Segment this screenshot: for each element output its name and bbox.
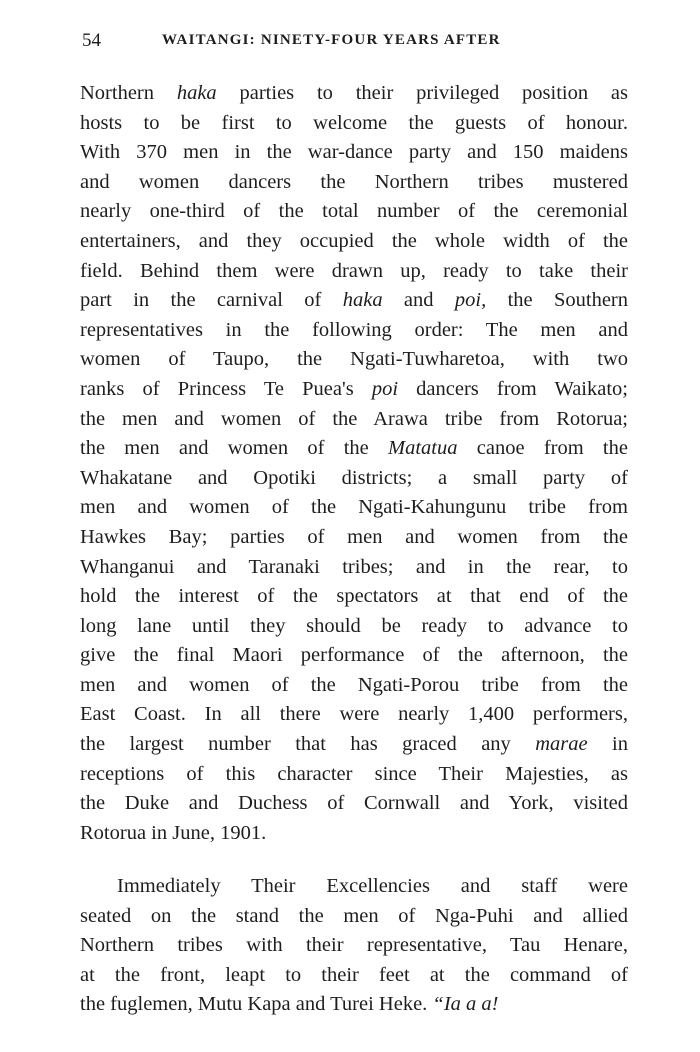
text-run: Northern tribes with their representative, Tau Henare, — [80, 934, 628, 957]
text-line — [80, 931, 628, 961]
italic-text: Matatua — [388, 437, 458, 460]
page-number: 54 — [82, 30, 101, 51]
text-run: the largest number that has graced any — [80, 733, 536, 756]
text-run: receptions of this character since Their Majesties, as — [80, 762, 628, 785]
text-run: and — [382, 289, 455, 312]
text-line — [80, 902, 628, 932]
text-line — [80, 138, 628, 168]
text-line — [80, 819, 628, 849]
text-run: and women dancers the Northern tribes mustered — [80, 170, 628, 193]
text-run: give the final Maori performance of the afternoon, the — [80, 644, 628, 667]
text-run: hold the interest of the spectators at that end of the — [80, 585, 628, 608]
text-line — [80, 197, 628, 227]
text-line — [80, 227, 628, 257]
text-line — [80, 109, 628, 139]
text-run: canoe from the — [457, 437, 628, 460]
text-run: the Southern — [486, 289, 628, 312]
text-line — [80, 612, 628, 642]
text-line — [80, 671, 628, 701]
text-run: long lane until they should be ready to advance to — [80, 614, 628, 637]
running-title: WAITANGI: NINETY-FOUR YEARS AFTER — [162, 32, 501, 48]
text-run: nearly one-third of the total number of the ceremonial — [80, 200, 628, 223]
text-run: in — [587, 733, 628, 756]
text-line — [80, 286, 628, 316]
italic-text: poi — [371, 377, 399, 400]
text-run: hosts to be first to welcome the guests of honour. — [80, 111, 628, 134]
text-run: entertainers, and they occupied the whole width of the — [80, 229, 628, 252]
text-run: Rotorua in June, 1901. — [80, 821, 267, 844]
text-run: Whanganui and Taranaki tribes; and in the rear, to — [80, 555, 628, 578]
text-run: Hawkes Bay; parties of men and women from the — [80, 525, 628, 548]
text-run: ranks of Princess Te Puea's — [80, 377, 372, 400]
text-run: field. Behind them were drawn up, ready to take their — [80, 259, 628, 282]
text-run: representatives in the following order: The men and — [80, 318, 628, 341]
text-line — [80, 493, 628, 523]
text-run: the Duke and Duchess of Cornwall and York, visited — [80, 792, 628, 815]
text-line — [80, 760, 628, 790]
text-run: part in the carnival of — [80, 289, 343, 312]
text-line — [80, 700, 628, 730]
text-run: dancers from Waikato; — [398, 377, 628, 400]
text-run: the men and women of the Arawa tribe from Rotorua; — [80, 407, 628, 430]
text-run: women of Taupo, the Ngati-Tuwharetoa, with two — [80, 348, 628, 371]
text-line — [80, 789, 628, 819]
text-run: East Coast. In all there were nearly 1,400 performers, — [80, 703, 628, 726]
text-run: men and women of the Ngati-Porou tribe from the — [80, 673, 628, 696]
text-run: the fuglemen, Mutu Kapa and Turei Heke. — [80, 993, 433, 1016]
text-run: Whakatane and Opotiki districts; a small party of — [80, 466, 628, 489]
text-line — [80, 582, 628, 612]
text-line — [80, 405, 628, 435]
italic-text: “Ia a a! — [432, 993, 499, 1016]
text-line — [80, 641, 628, 671]
text-line — [80, 345, 628, 375]
text-run: With 370 men in the war-dance party and 150 maidens — [80, 141, 628, 164]
text-run: parties to their privileged position as — [216, 82, 628, 104]
text-run: seated on the stand the men of Nga-Puhi and allied — [80, 904, 628, 927]
italic-text: haka — [176, 82, 217, 104]
page-header — [82, 30, 628, 58]
text-line — [80, 730, 628, 760]
text-line — [80, 168, 628, 198]
text-line — [80, 961, 628, 991]
text-run: the men and women of the — [80, 437, 389, 460]
text-line — [80, 553, 628, 583]
text-line — [80, 872, 628, 902]
text-line — [80, 434, 628, 464]
text-run: Immediately Their Excellencies and staff were — [117, 875, 628, 897]
text-line — [80, 990, 628, 1020]
text-run: at the front, leapt to their feet at the command of — [80, 963, 628, 986]
text-line — [80, 79, 628, 109]
italic-text: poi, — [454, 289, 487, 312]
italic-text: haka — [342, 289, 383, 312]
text-line — [80, 464, 628, 494]
text-line — [80, 523, 628, 553]
text-run: Northern — [80, 82, 177, 104]
text-line — [80, 257, 628, 287]
paragraph-1 — [80, 79, 628, 848]
paragraph-2 — [80, 872, 628, 1020]
text-line — [80, 375, 628, 405]
text-run: men and women of the Ngati-Kahungunu tribe from — [80, 496, 628, 519]
italic-text: marae — [535, 733, 588, 756]
text-line — [80, 316, 628, 346]
